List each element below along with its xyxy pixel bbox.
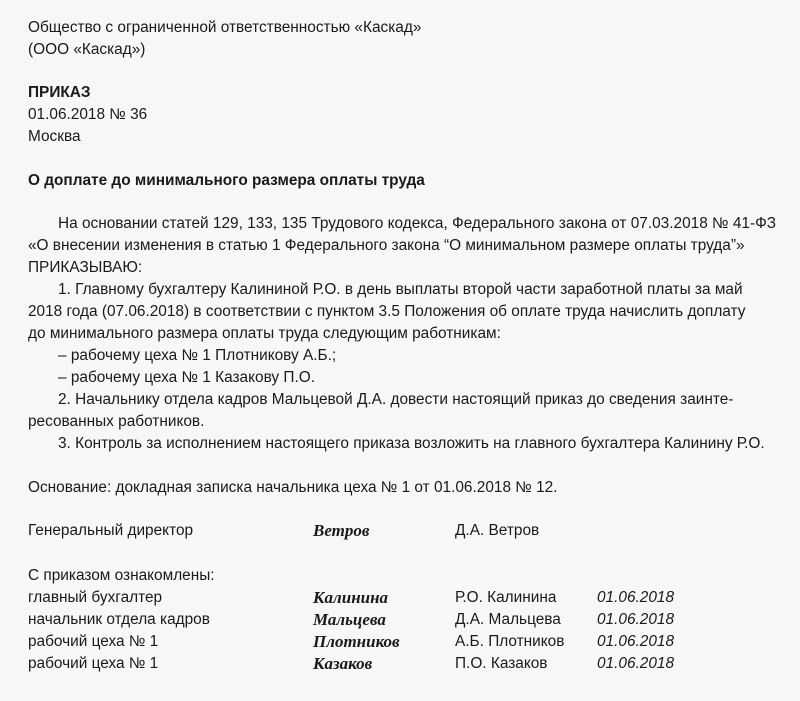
acq-date: 01.06.2018 — [597, 655, 675, 672]
order-subject: О доплате до минимального размера оплаты труда — [28, 172, 425, 189]
acquaintance-header: С приказом ознакомлены: — [28, 567, 215, 584]
director-signature: Ветров — [313, 521, 370, 540]
worker-list-item: – рабочему цеха № 1 Казакову П.О. — [58, 369, 315, 386]
item-3-line: 3. Контроль за исполнением настоящего приказа возложить на главного бухгалтера Калинину Р.О. — [58, 435, 765, 452]
acq-date: 01.06.2018 — [597, 589, 675, 606]
acq-position: рабочий цеха № 1 — [28, 633, 159, 650]
acq-date: 01.06.2018 — [597, 611, 675, 628]
acq-signature: Казаков — [313, 654, 373, 673]
order-command: ПРИКАЗЫВАЮ: — [28, 259, 143, 276]
acq-signature: Калинина — [313, 588, 389, 607]
item-2-line: ресованных работников. — [28, 413, 205, 430]
worker-list-item: – рабочему цеха № 1 Плотникову А.Б.; — [58, 347, 337, 364]
order-title: ПРИКАЗ — [28, 84, 91, 101]
item-1-line: 1. Главному бухгалтеру Калининой Р.О. в день выплаты второй части заработной платы за май — [58, 281, 743, 298]
acq-name: П.О. Казаков — [455, 655, 548, 672]
intro-line: «О внесении изменения в статью 1 Федерального закона “О минимальном размере оплаты труда”» — [28, 237, 745, 254]
acq-name: А.Б. Плотников — [455, 633, 565, 650]
item-1-line: до минимального размера оплаты труда следующим работникам: — [28, 325, 501, 342]
acq-date: 01.06.2018 — [597, 633, 675, 650]
director-name: Д.А. Ветров — [455, 522, 540, 539]
order-date-number: 01.06.2018 № 36 — [28, 106, 148, 123]
acq-signature: Плотников — [313, 632, 400, 651]
acq-position: начальник отдела кадров — [28, 611, 210, 628]
company-full-name: Общество с ограниченной ответственностью «Каскад» — [28, 19, 422, 36]
acq-position: рабочий цеха № 1 — [28, 655, 159, 672]
order-city: Москва — [28, 128, 81, 145]
director-position: Генеральный директор — [28, 522, 194, 539]
company-short-name: (ООО «Каскад») — [28, 41, 146, 58]
basis-line: Основание: докладная записка начальника цеха № 1 от 01.06.2018 № 12. — [28, 479, 558, 496]
acq-name: Р.О. Калинина — [455, 589, 557, 606]
intro-line: На основании статей 129, 133, 135 Трудового кодекса, Федерального закона от 07.03.2018 № 41-ФЗ — [58, 215, 777, 232]
acq-name: Д.А. Мальцева — [455, 611, 561, 628]
acq-signature: Мальцева — [313, 610, 386, 629]
acq-position: главный бухгалтер — [28, 589, 163, 606]
item-2-line: 2. Начальнику отдела кадров Мальцевой Д.А. довести настоящий приказ до сведения заинте- — [58, 391, 734, 408]
item-1-line: 2018 года (07.06.2018) в соответствии с пунктом 3.5 Положения об оплате труда начислить доплату — [28, 303, 746, 320]
